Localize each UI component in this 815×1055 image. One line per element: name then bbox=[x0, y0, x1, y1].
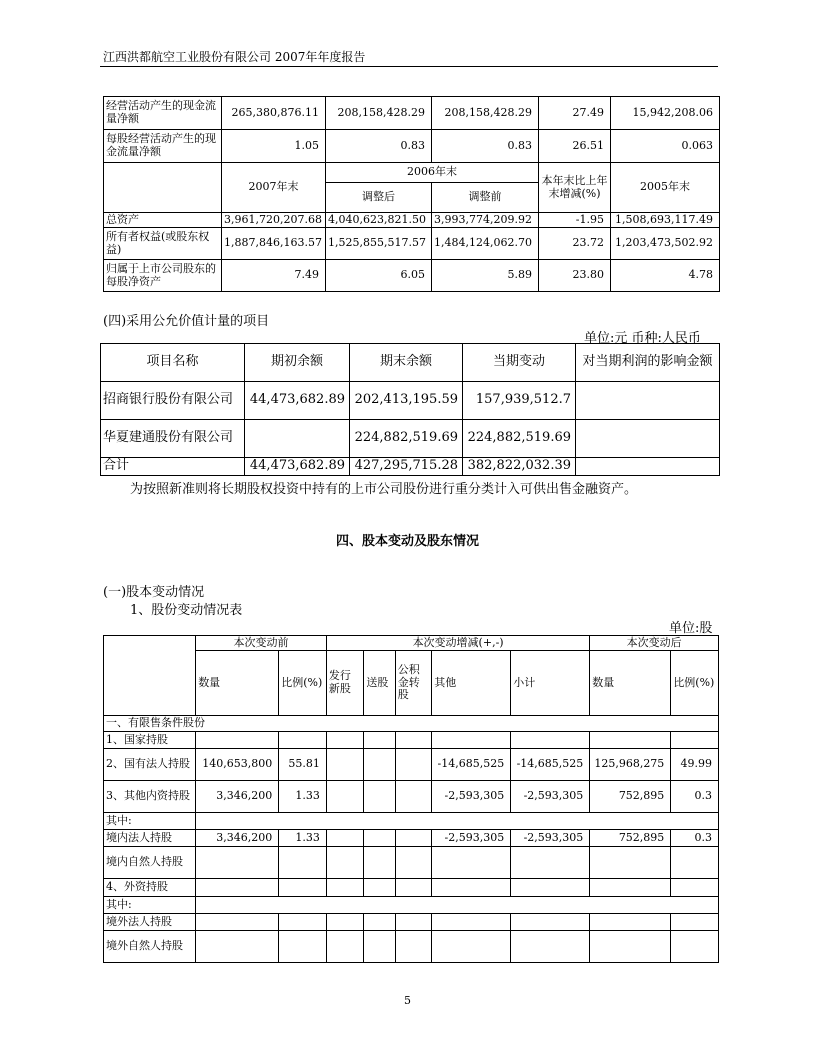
row-label: 一、有限售条件股份 bbox=[104, 716, 719, 732]
cell: 7.49 bbox=[222, 260, 326, 292]
cell bbox=[245, 420, 350, 458]
row-label: 3、其他内资持股 bbox=[104, 781, 196, 813]
table-row bbox=[104, 228, 720, 260]
cell bbox=[326, 749, 363, 781]
cell bbox=[364, 732, 395, 749]
table-row bbox=[104, 847, 719, 879]
cell bbox=[395, 781, 431, 813]
cell bbox=[326, 732, 363, 749]
cell: 1,203,473,502.92 bbox=[611, 228, 720, 260]
cell bbox=[576, 458, 720, 476]
row-label: 华夏建通股份有限公司 bbox=[101, 420, 245, 458]
cell: 752,895 bbox=[590, 830, 671, 847]
table-row bbox=[101, 382, 720, 420]
cell: 1,484,124,062.70 bbox=[432, 228, 539, 260]
cell: 3,993,774,209.92 bbox=[432, 213, 539, 228]
cell bbox=[590, 732, 671, 749]
cell bbox=[364, 781, 395, 813]
cell: -14,685,525 bbox=[432, 749, 511, 781]
table-row bbox=[104, 97, 720, 130]
row-label: 4、外资持股 bbox=[104, 879, 196, 897]
page-number: 5 bbox=[404, 994, 411, 1007]
fair-value-table bbox=[100, 343, 720, 476]
table-row bbox=[104, 781, 719, 813]
cell: 140,653,800 bbox=[196, 749, 279, 781]
header-ratio: 比例(%) bbox=[279, 651, 327, 716]
table-row bbox=[104, 830, 719, 847]
header-change: 本次变动增减(+,-) bbox=[326, 636, 589, 651]
cell: 4,040,623,821.50 bbox=[326, 213, 432, 228]
table-row bbox=[104, 897, 719, 914]
header-adjusted-after: 调整后 bbox=[326, 183, 432, 213]
table-unit: 单位:股 bbox=[669, 621, 713, 636]
cell: 265,380,876.11 bbox=[222, 97, 326, 130]
header-row bbox=[104, 636, 719, 651]
cell bbox=[432, 732, 511, 749]
row-label: 2、国有法人持股 bbox=[104, 749, 196, 781]
cell bbox=[395, 749, 431, 781]
cell: 752,895 bbox=[590, 781, 671, 813]
row-label: 其中: bbox=[104, 897, 196, 914]
header-change: 当期变动 bbox=[463, 344, 576, 382]
row-label: 总资产 bbox=[104, 213, 222, 228]
header-profit-impact: 对当期利润的影响金额 bbox=[576, 344, 720, 382]
header-2006: 2006年末 bbox=[326, 163, 539, 183]
table-row bbox=[104, 732, 719, 749]
cell: 5.89 bbox=[432, 260, 539, 292]
table-row bbox=[104, 914, 719, 931]
cell: 208,158,428.29 bbox=[326, 97, 432, 130]
cell bbox=[576, 420, 720, 458]
financial-indicators-table bbox=[103, 96, 720, 292]
page-header: 江西洪都航空工业股份有限公司 2007年年度报告 bbox=[103, 50, 366, 64]
cell: 1.05 bbox=[222, 130, 326, 163]
cell: 27.49 bbox=[539, 97, 611, 130]
table-row bbox=[101, 420, 720, 458]
fair-value-title: (四)采用公允价值计量的项目 bbox=[103, 314, 270, 329]
cell: 202,413,195.59 bbox=[350, 382, 463, 420]
row-label: 境内自然人持股 bbox=[104, 847, 196, 879]
table-row bbox=[104, 749, 719, 781]
table-row bbox=[104, 813, 719, 830]
header-2005: 2005年末 bbox=[611, 163, 720, 213]
header-row bbox=[104, 651, 719, 716]
cell: 3,346,200 bbox=[196, 830, 279, 847]
cell: 125,968,275 bbox=[590, 749, 671, 781]
cell: 0.3 bbox=[671, 830, 719, 847]
row-label: 境外法人持股 bbox=[104, 914, 196, 931]
row-label: 归属于上市公司股东的每股净资产 bbox=[104, 260, 222, 292]
header-before: 本次变动前 bbox=[196, 636, 327, 651]
cell bbox=[511, 732, 590, 749]
table-row bbox=[104, 716, 719, 732]
header-quantity: 数量 bbox=[590, 651, 671, 716]
cell bbox=[196, 732, 279, 749]
cell: -2,593,305 bbox=[432, 830, 511, 847]
cell: 157,939,512.7 bbox=[463, 382, 576, 420]
cell: -1.95 bbox=[539, 213, 611, 228]
header-2007: 2007年末 bbox=[222, 163, 326, 213]
fair-value-note: 为按照新准则将长期股权投资中持有的上市公司股份进行重分类计入可供出售金融资产。 bbox=[130, 482, 638, 497]
share-change-table bbox=[103, 635, 719, 963]
cell: 1.33 bbox=[279, 781, 327, 813]
row-label: 1、国家持股 bbox=[104, 732, 196, 749]
row-label: 境外自然人持股 bbox=[104, 931, 196, 963]
cell: 4.78 bbox=[611, 260, 720, 292]
fair-value-unit: 单位:元 币种:人民币 bbox=[584, 331, 701, 346]
table-row bbox=[104, 931, 719, 963]
table-row bbox=[104, 130, 720, 163]
header-closing: 期末余额 bbox=[350, 344, 463, 382]
table-row bbox=[104, 260, 720, 292]
header-rule bbox=[100, 66, 718, 67]
cell bbox=[326, 781, 363, 813]
cell: 26.51 bbox=[539, 130, 611, 163]
cell: 224,882,519.69 bbox=[350, 420, 463, 458]
header-reserve-conversion: 公积金转股 bbox=[395, 651, 431, 716]
cell: 427,295,715.28 bbox=[350, 458, 463, 476]
row-label: 经营活动产生的现金流量净额 bbox=[104, 97, 222, 130]
header-other: 其他 bbox=[432, 651, 511, 716]
cell: 6.05 bbox=[326, 260, 432, 292]
header-row bbox=[101, 344, 720, 382]
subsection-title: (一)股本变动情况 bbox=[103, 585, 205, 600]
cell bbox=[279, 732, 327, 749]
cell: -2,593,305 bbox=[511, 830, 590, 847]
cell: 208,158,428.29 bbox=[432, 97, 539, 130]
header-quantity: 数量 bbox=[196, 651, 279, 716]
cell: 382,822,032.39 bbox=[463, 458, 576, 476]
cell: 23.72 bbox=[539, 228, 611, 260]
header-item-name: 项目名称 bbox=[101, 344, 245, 382]
row-label: 合计 bbox=[101, 458, 245, 476]
cell bbox=[364, 749, 395, 781]
cell bbox=[395, 732, 431, 749]
cell bbox=[364, 830, 395, 847]
cell: 0.83 bbox=[326, 130, 432, 163]
cell bbox=[671, 732, 719, 749]
row-label: 其中: bbox=[104, 813, 196, 830]
header-opening: 期初余额 bbox=[245, 344, 350, 382]
cell: 55.81 bbox=[279, 749, 327, 781]
header-change: 本年末比上年末增减(%) bbox=[539, 163, 611, 213]
table-title: 1、股份变动情况表 bbox=[130, 603, 243, 618]
cell bbox=[395, 830, 431, 847]
cell bbox=[576, 382, 720, 420]
cell: 49.99 bbox=[671, 749, 719, 781]
cell: -2,593,305 bbox=[432, 781, 511, 813]
cell: 44,473,682.89 bbox=[245, 458, 350, 476]
cell: -2,593,305 bbox=[511, 781, 590, 813]
header-subtotal: 小计 bbox=[511, 651, 590, 716]
header-adjusted-before: 调整前 bbox=[432, 183, 539, 213]
table-row bbox=[104, 879, 719, 897]
cell: 23.80 bbox=[539, 260, 611, 292]
cell bbox=[326, 830, 363, 847]
table-row bbox=[104, 213, 720, 228]
cell: 0.83 bbox=[432, 130, 539, 163]
table-row bbox=[101, 458, 720, 476]
header-ratio: 比例(%) bbox=[671, 651, 719, 716]
cell: 1,508,693,117.49 bbox=[611, 213, 720, 228]
header-new-issue: 发行新股 bbox=[326, 651, 363, 716]
cell: 15,942,208.06 bbox=[611, 97, 720, 130]
row-label: 每股经营活动产生的现金流量净额 bbox=[104, 130, 222, 163]
cell: 3,961,720,207.68 bbox=[222, 213, 326, 228]
cell: 3,346,200 bbox=[196, 781, 279, 813]
cell: 1.33 bbox=[279, 830, 327, 847]
cell: 1,525,855,517.57 bbox=[326, 228, 432, 260]
cell: 0.063 bbox=[611, 130, 720, 163]
row-label: 境内法人持股 bbox=[104, 830, 196, 847]
section-title: 四、股本变动及股东情况 bbox=[335, 534, 479, 549]
row-label: 招商银行股份有限公司 bbox=[101, 382, 245, 420]
header-row bbox=[104, 163, 720, 183]
row-label: 所有者权益(或股东权益) bbox=[104, 228, 222, 260]
cell: 1,887,846,163.57 bbox=[222, 228, 326, 260]
cell: 224,882,519.69 bbox=[463, 420, 576, 458]
header-after: 本次变动后 bbox=[590, 636, 719, 651]
header-bonus-shares: 送股 bbox=[364, 651, 395, 716]
cell: -14,685,525 bbox=[511, 749, 590, 781]
cell: 44,473,682.89 bbox=[245, 382, 350, 420]
cell: 0.3 bbox=[671, 781, 719, 813]
